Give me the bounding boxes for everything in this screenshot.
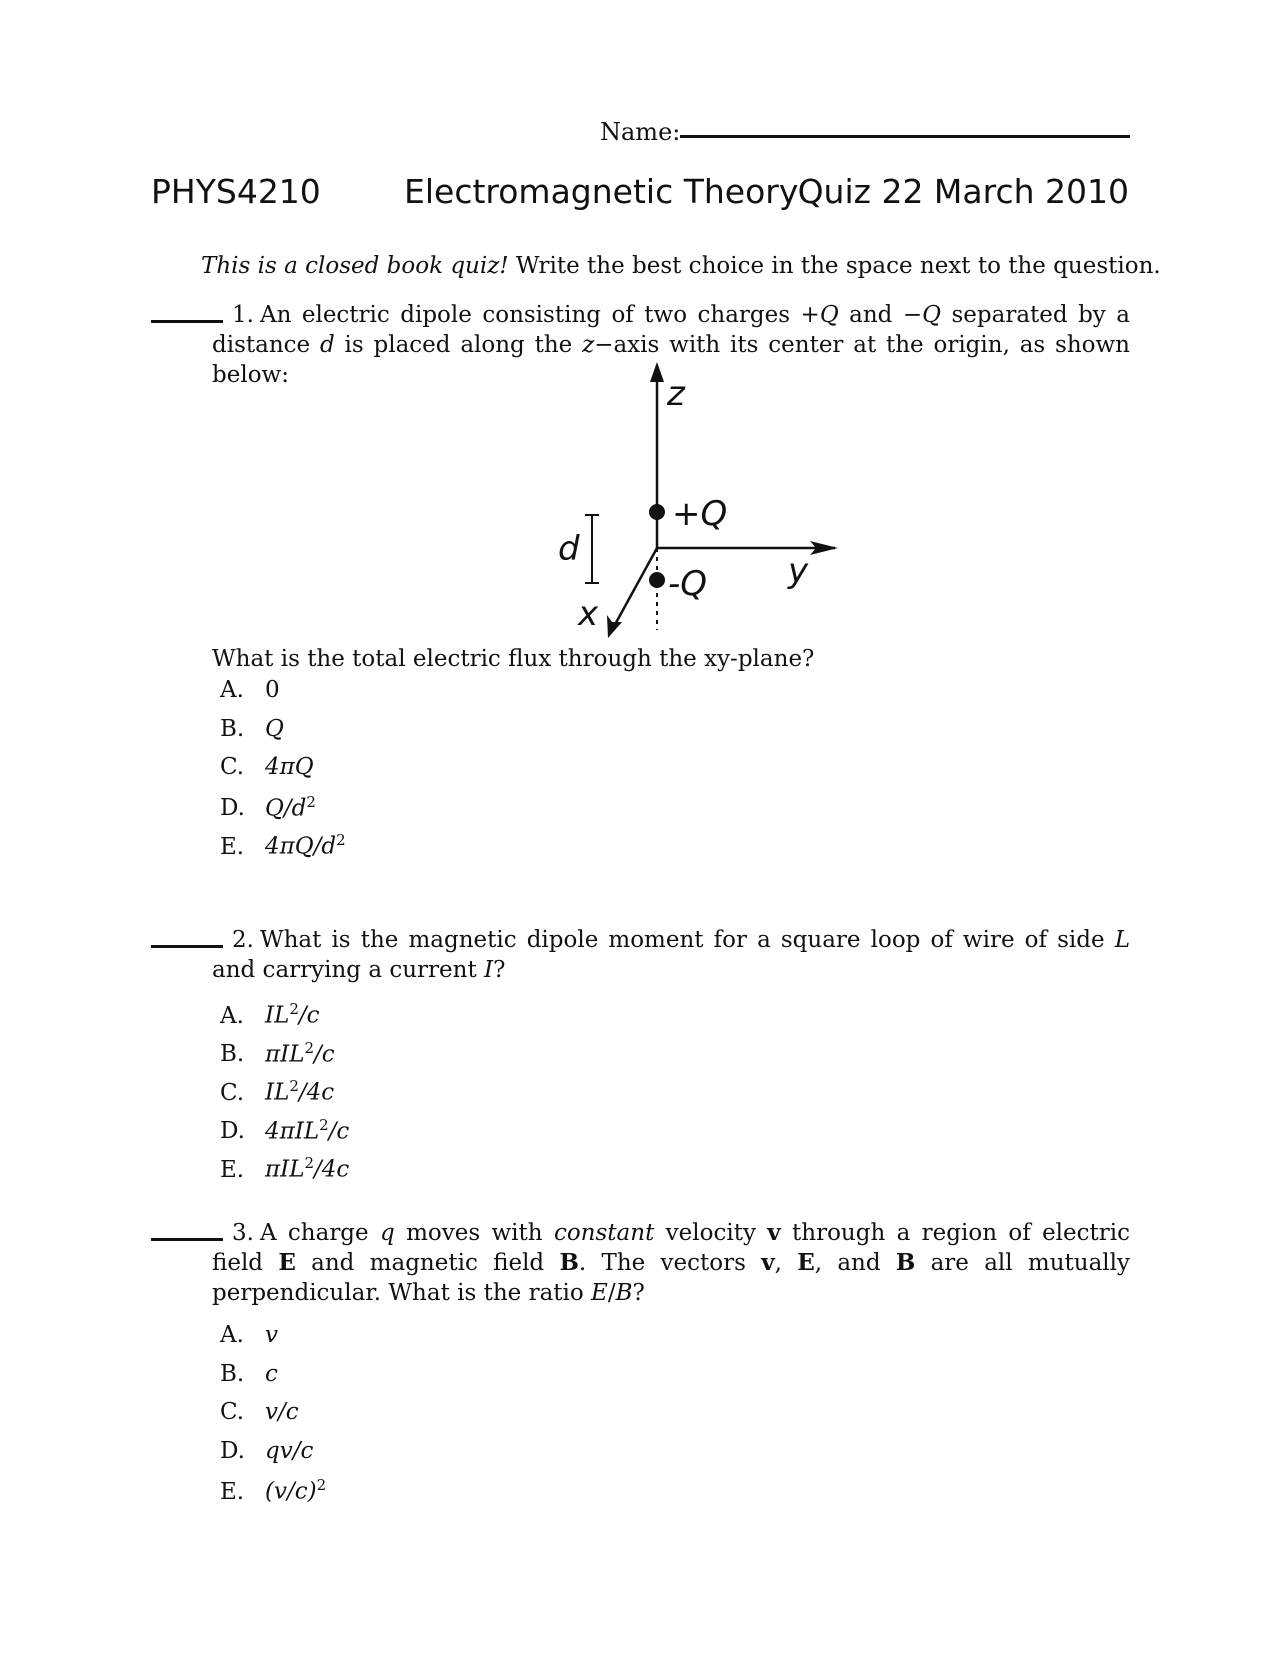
course-code: PHYS4210: [151, 172, 321, 211]
question-3-number: 3.: [232, 1220, 254, 1246]
option-row[interactable]: [220, 1476, 326, 1515]
question-2: 2. What is the magnetic dipole moment for a square loop of wire of side L and carrying a current I?: [212, 927, 1130, 983]
option-value-main: 4πIL: [265, 1118, 320, 1145]
option-value-tail: /4c: [298, 1079, 335, 1106]
option-exponent: 2: [316, 1476, 327, 1494]
plus-q-label: +Q: [672, 494, 728, 534]
option-row[interactable]: [220, 716, 346, 755]
option-value-tail: /c: [298, 1002, 320, 1029]
option-row[interactable]: [220, 793, 346, 832]
option-row[interactable]: [220, 1116, 349, 1155]
negative-charge: [649, 572, 665, 588]
instructions-italic: This is a closed book quiz!: [201, 253, 509, 279]
option-letter: D.: [220, 795, 245, 822]
option-row[interactable]: [220, 1322, 326, 1361]
option-value-main: Q/d: [265, 795, 307, 822]
option-letter: E.: [220, 1478, 245, 1505]
option-row[interactable]: [220, 1361, 326, 1400]
name-blank[interactable]: [680, 135, 1130, 138]
option-value-main: πIL: [265, 1156, 305, 1183]
option-value: 0: [265, 677, 280, 703]
question-2-options: [220, 1000, 349, 1193]
option-exponent: 2: [289, 1000, 299, 1018]
option-value: [265, 1077, 334, 1106]
option-letter: B.: [220, 715, 245, 742]
option-value-main: πIL: [265, 1041, 305, 1068]
option-letter: D.: [220, 1118, 245, 1145]
option-row[interactable]: [220, 754, 346, 793]
question-1-prompt: [212, 646, 814, 672]
instructions: [201, 253, 1161, 279]
option-row[interactable]: [220, 1154, 349, 1193]
option-value-tail: /4c: [314, 1156, 350, 1183]
option-letter: C.: [220, 1399, 245, 1425]
question-3: 3. A charge q moves with constant velocity v through a region of electric field E and magnetic field B. The vectors v, E, and B are all mutually perpendicular. What is the ratio E/B?: [212, 1219, 1131, 1306]
option-value: 4πQ: [265, 754, 314, 780]
option-row[interactable]: [220, 831, 346, 870]
option-value: [265, 831, 346, 860]
option-value-tail: /c: [314, 1041, 335, 1068]
option-letter: B.: [220, 1041, 245, 1068]
option-letter: E.: [220, 833, 245, 860]
option-row[interactable]: [220, 677, 346, 716]
x-axis: [612, 548, 657, 630]
option-exponent: 2: [289, 1077, 299, 1095]
option-row[interactable]: [220, 1000, 349, 1039]
option-letter: D.: [220, 1437, 245, 1464]
y-label: y: [788, 551, 809, 591]
option-letter: B.: [220, 1360, 245, 1387]
option-value-main: 4πQ/d: [265, 833, 337, 860]
option-value-main: IL: [265, 1002, 290, 1029]
z-arrowhead: [650, 362, 664, 382]
option-value-main: (v/c): [265, 1478, 317, 1505]
option-exponent: 2: [304, 1038, 315, 1057]
minus-q-label: -Q: [668, 564, 708, 604]
option-row[interactable]: [220, 1077, 349, 1116]
d-label: d: [558, 529, 580, 569]
x-label: x: [578, 594, 599, 634]
question-1: 1. An electric dipole consisting of two charges +Q and −Q separated by a distance d is placed along the z−axis with its center at the origin, as shown below:: [212, 302, 1130, 388]
option-value: qv/c: [265, 1437, 314, 1464]
option-value: v/c: [265, 1399, 299, 1425]
instructions-rest: Write the best choice in the space next to the question.: [508, 253, 1161, 279]
option-value: [265, 1154, 349, 1183]
question-1-number: 1.: [232, 302, 254, 328]
option-value: v: [265, 1322, 278, 1348]
positive-charge: [649, 504, 665, 520]
option-exponent: 2: [306, 792, 316, 811]
quiz-date: Quiz 22 March 2010: [797, 172, 1129, 211]
option-letter: A.: [220, 1322, 244, 1348]
option-value: Q: [265, 715, 284, 742]
option-value-tail: /c: [328, 1118, 350, 1145]
question-2-number: 2.: [232, 927, 254, 953]
option-exponent: 2: [336, 831, 346, 849]
option-letter: A.: [220, 1002, 244, 1029]
option-value: [265, 1116, 349, 1145]
option-exponent: 2: [304, 1154, 315, 1172]
option-row[interactable]: [220, 1039, 349, 1078]
option-letter: C.: [220, 1079, 245, 1106]
option-row[interactable]: [220, 1438, 326, 1477]
option-value: [265, 1000, 320, 1029]
option-value: [265, 793, 316, 822]
option-letter: A.: [220, 677, 244, 703]
dipole-diagram: [540, 360, 860, 654]
name-label: Name:: [600, 118, 681, 146]
option-letter: C.: [220, 754, 245, 780]
question-3-options: [220, 1322, 326, 1515]
option-value: [265, 1039, 335, 1068]
question-1-prompt-text: What is the total electric flux through the xy-plane?: [212, 646, 815, 672]
course-title: Electromagnetic Theory: [404, 172, 799, 211]
z-label: z: [667, 374, 685, 414]
dipole-svg: [540, 360, 860, 650]
option-value-main: IL: [265, 1079, 290, 1106]
option-row[interactable]: [220, 1399, 326, 1438]
option-value: c: [265, 1360, 278, 1387]
option-value: [265, 1476, 326, 1505]
question-1-options: [220, 677, 346, 870]
option-exponent: 2: [319, 1115, 329, 1134]
option-letter: E.: [220, 1156, 245, 1183]
